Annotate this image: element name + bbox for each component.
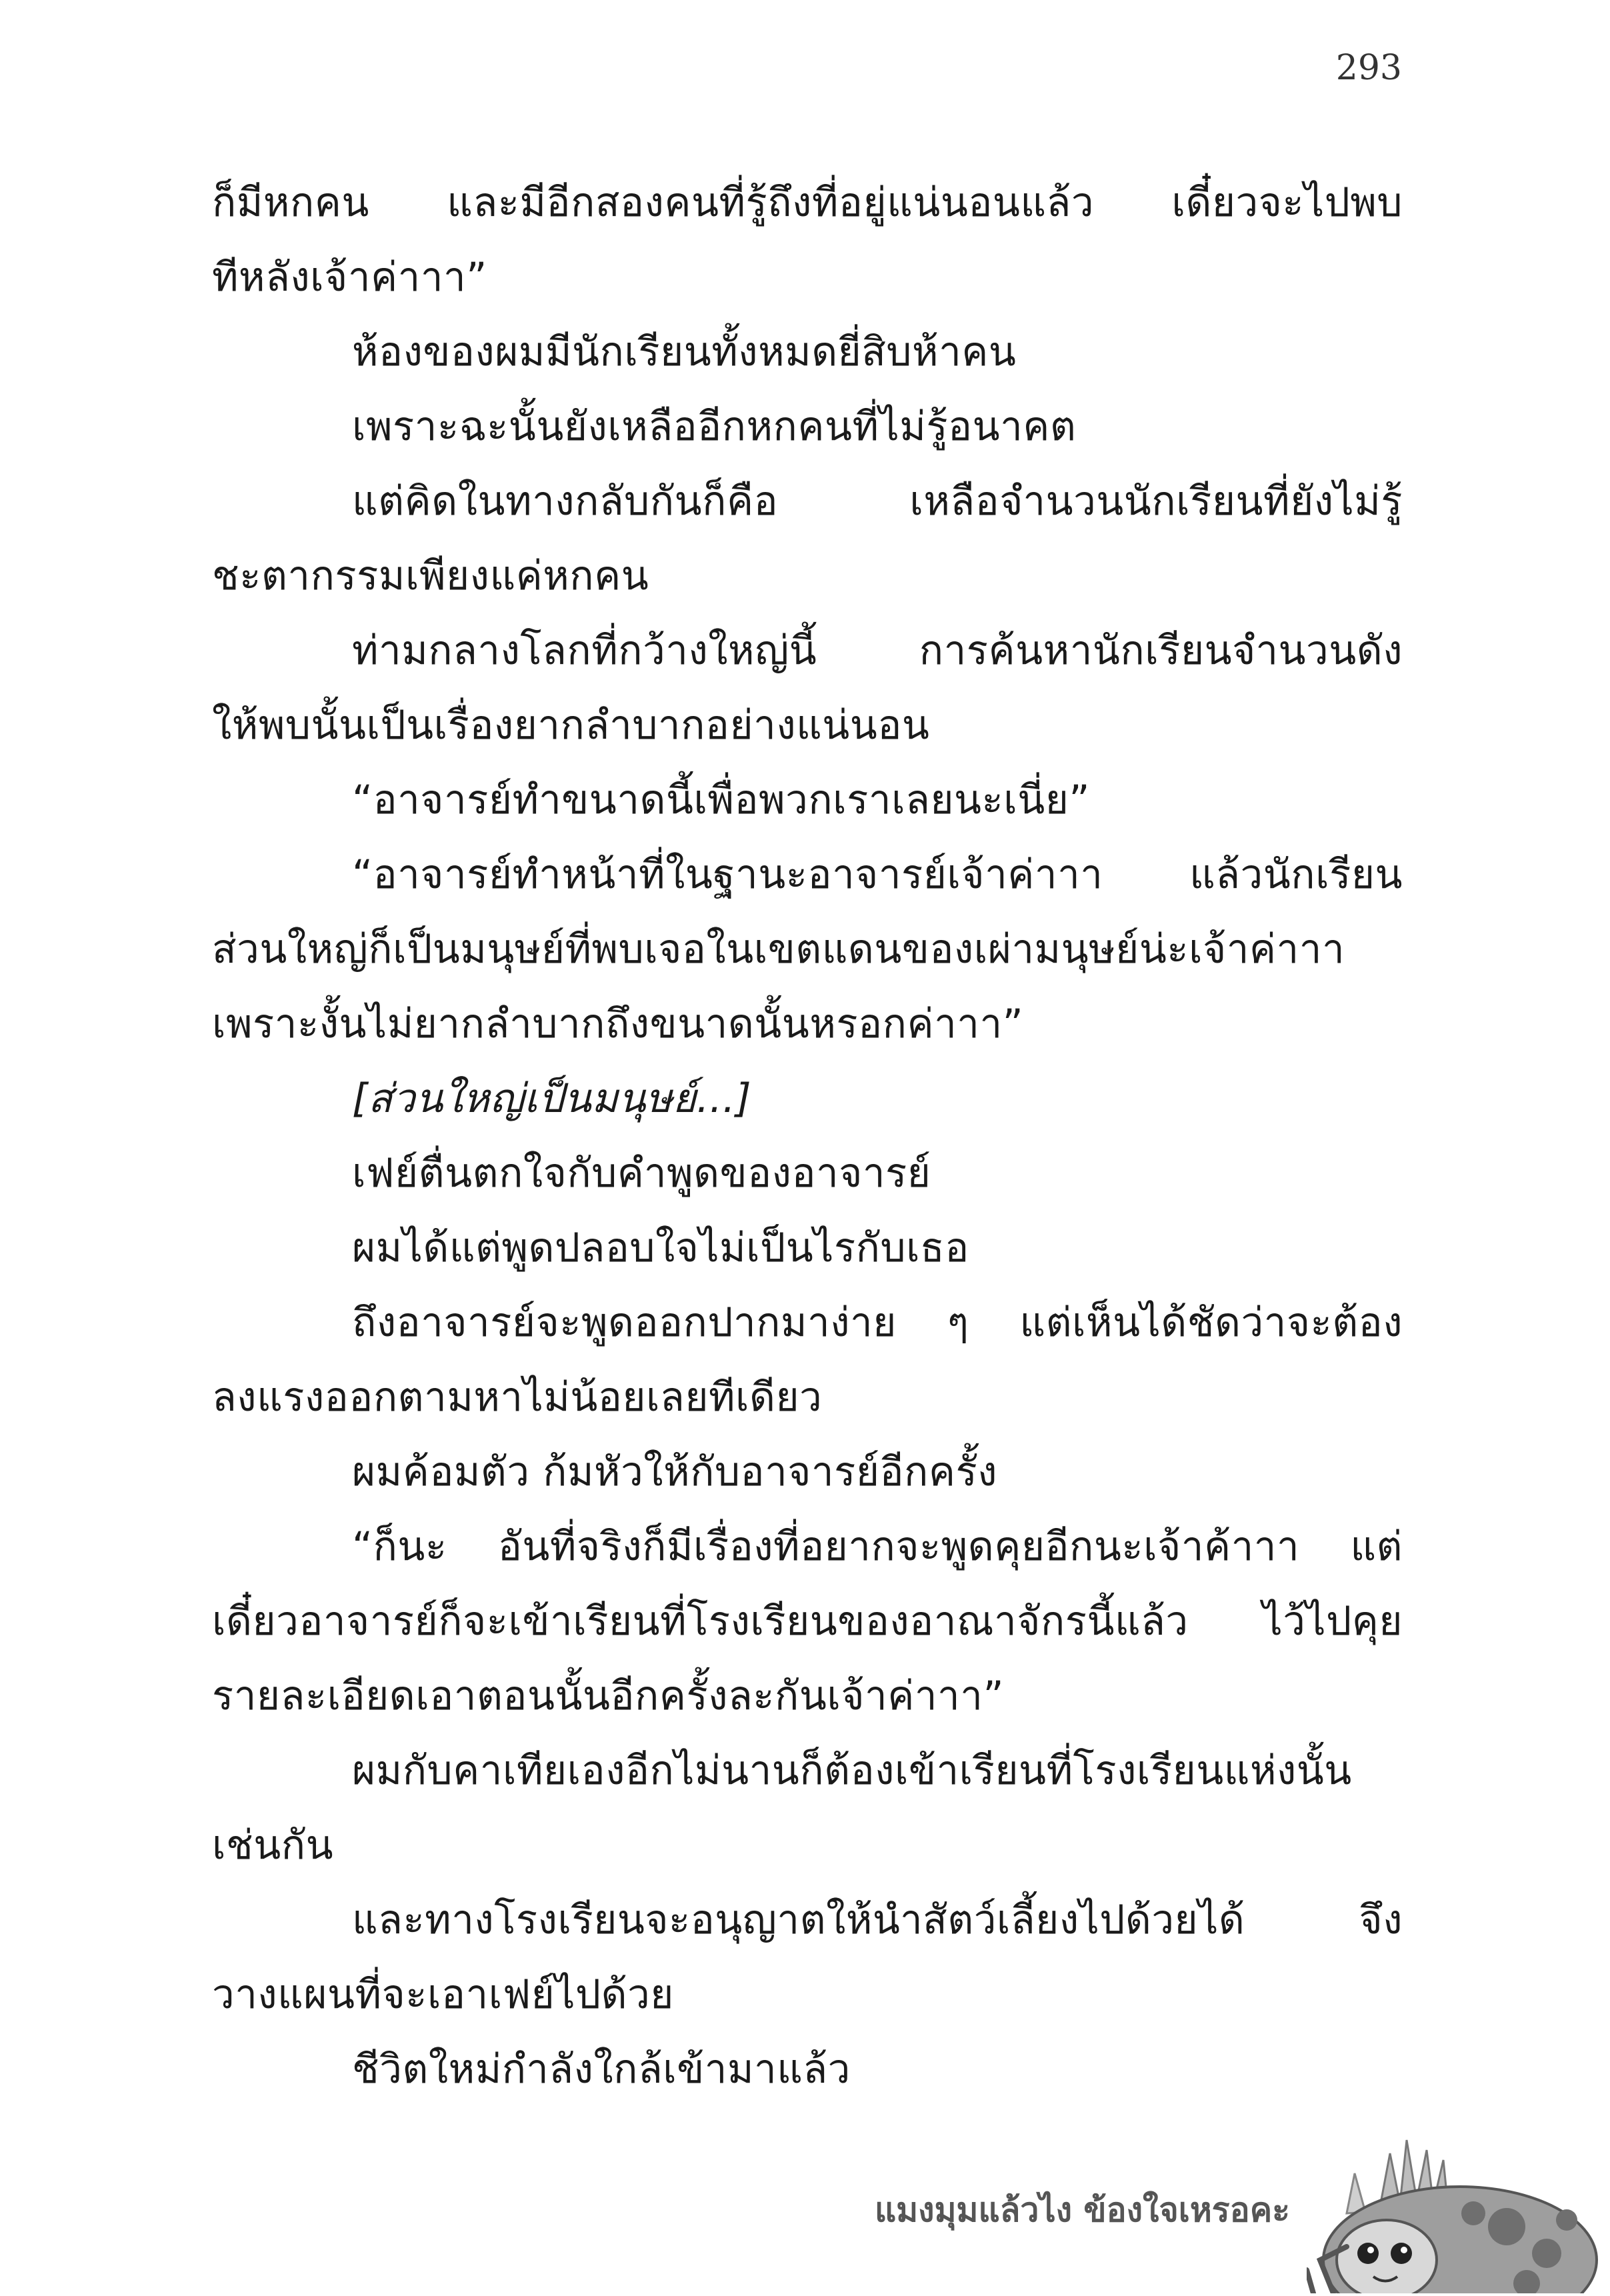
text-line: ผมกับคาเทียเองอีกไม่นานก็ต้องเข้าเรียนที่โรงเรียนแห่งนั้น — [352, 1747, 1352, 1794]
page-number: 293 — [1335, 48, 1402, 88]
spider-mascot-icon — [1307, 2127, 1610, 2293]
text-line: เฟย์ตื่นตกใจกับคำพูดของอาจารย์ — [352, 1150, 931, 1197]
text-line: ชีวิตใหม่กำลังใกล้เข้ามาแล้ว — [352, 2046, 851, 2093]
text-line: เพราะฉะนั้นยังเหลืออีกหกคนที่ไม่รู้อนาคต — [352, 403, 1077, 450]
text-line: ส่วนใหญ่ก็เป็นมนุษย์ที่พบเจอในเขตแดนของเผ่ามนุษย์น่ะเจ้าค่าาา — [212, 926, 1345, 973]
text-line: ทีหลังเจ้าค่าาา” — [212, 254, 487, 301]
text-line: ก็มีหกคน และมีอีกสองคนที่รู้ถึงที่อยู่แน่นอนแล้ว เดี๋ยวจะไปพบ — [212, 179, 1403, 226]
text-line: เช่นกัน — [212, 1822, 334, 1869]
text-line: ลงแรงออกตามหาไม่น้อยเลยทีเดียว — [212, 1374, 823, 1421]
text-line: ให้พบนั้นเป็นเรื่องยากลำบากอย่างแน่นอน — [212, 702, 930, 749]
text-line: ถึงอาจารย์จะพูดออกปากมาง่าย ๆ แต่เห็นได้ชัดว่าจะต้อง — [352, 1299, 1403, 1346]
text-line: และทางโรงเรียนจะอนุญาตให้นำสัตว์เลี้ยงไปด้วยได้ จึง — [352, 1897, 1403, 1943]
text-line: ผมได้แต่พูดปลอบใจไม่เป็นไรกับเธอ — [352, 1225, 969, 1271]
text-line: รายละเอียดเอาตอนนั้นอีกครั้งละกันเจ้าค่าาา” — [212, 1673, 1005, 1719]
text-line: ห้องของผมมีนักเรียนทั้งหมดยี่สิบห้าคน — [352, 329, 1017, 375]
text-line: ท่ามกลางโลกที่กว้างใหญ่นี้ การค้นหานักเรียนจำนวนดัง — [352, 627, 1403, 674]
text-line: เดี๋ยวอาจารย์ก็จะเข้าเรียนที่โรงเรียนของอาณาจักรนี้แล้ว ไว้ไปคุย — [212, 1598, 1403, 1645]
body-text — [212, 165, 1403, 2107]
text-line: “ก็นะ อันที่จริงก็มีเรื่องที่อยากจะพูดคุยอีกนะเจ้าค้าาา แต่ — [352, 1523, 1403, 1570]
text-line: เพราะงั้นไม่ยากลำบากถึงขนาดนั้นหรอกค่าาา” — [212, 1001, 1024, 1047]
text-line: [ส่วนใหญ่เป็นมนุษย์...] — [352, 1075, 752, 1122]
text-line: แต่คิดในทางกลับกันก็คือ เหลือจำนวนนักเรียนที่ยังไม่รู้ — [352, 478, 1403, 525]
text-line: “อาจารย์ทำขนาดนี้เพื่อพวกเราเลยนะเนี่ย” — [352, 777, 1091, 823]
text-line: ผมค้อมตัว ก้มหัวให้กับอาจารย์อีกครั้ง — [352, 1449, 998, 1495]
text-line: ชะตากรรมเพียงแค่หกคน — [212, 553, 649, 599]
text-line: “อาจารย์ทำหน้าที่ในฐานะอาจารย์เจ้าค่าาา แล้วนักเรียน — [352, 851, 1403, 898]
book-title-footer: แมงมุมแล้วไง ข้องใจเหรอคะ — [875, 2191, 1290, 2229]
text-line: วางแผนที่จะเอาเฟย์ไปด้วย — [212, 1971, 674, 2018]
